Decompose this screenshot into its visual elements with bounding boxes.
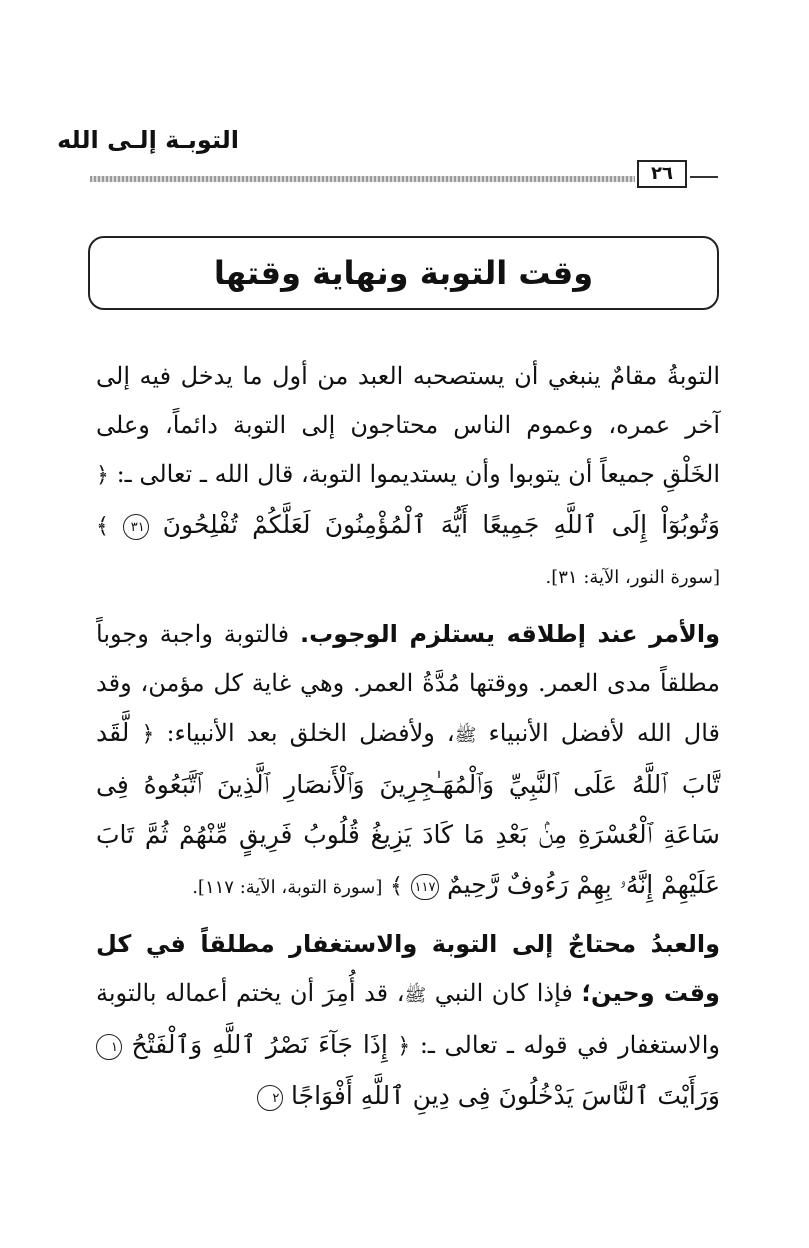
header-rule	[90, 176, 635, 182]
paragraph-2-lead: والأمر عند إطلاقه يستلزم الوجوب.	[299, 620, 721, 648]
paragraph-3-lead: والعبدُ محتاجٌ إلى التوبة والاستغفار مطلقاً في كل وقت وحين؛	[96, 930, 720, 1007]
paragraph-2	[96, 610, 720, 912]
verse-reference: [سورة النور، الآية: ٣١].	[545, 567, 720, 588]
ayah-number: ٣١	[123, 514, 149, 540]
verse-reference: [سورة التوبة، الآية: ١١٧].	[192, 877, 383, 898]
paragraph-2-text-b: ، ولأفضل الخلق بعد الأنبياء:	[166, 719, 455, 747]
chapter-title: وقت التوبة ونهاية وقتها	[213, 254, 594, 292]
ayah-number: ١١٧	[411, 874, 440, 900]
quran-close-bracket: ﴾	[389, 874, 403, 899]
header-rule-short	[690, 176, 718, 178]
quran-open-bracket: ﴿	[96, 463, 109, 488]
page-number-box: ٢٦	[637, 160, 687, 188]
header-book-title: التوبـة إلـى الله	[57, 126, 239, 154]
chapter-title-box	[88, 236, 719, 310]
quran-verse: إِذَا جَآءَ نَصْرُ ٱللَّهِ وَٱلْفَتْحُ	[131, 1030, 388, 1059]
pbuh-glyph: ﷺ	[454, 725, 477, 746]
quran-verse: لَّقَد تَّابَ ٱللَّهُ عَلَى ٱلنَّبِيِّ وَٱلْمُهَـٰجِرِينَ وَٱلْأَنصَارِ ٱلَّذِينَ ٱتَّبَعُوهُ فِى سَاعَةِ ٱلْعُسْرَةِ مِنۢ بَعْدِ مَا كَادَ يَزِيغُ قُلُوبُ فَرِيقٍ مِّنْهُمْ ثُمَّ تَابَ عَلَيْهِمْ إِنَّهُۥ بِهِمْ رَءُوفٌ رَّحِيمٌ	[96, 718, 720, 899]
quran-verse: وَتُوبُوٓاْ إِلَى ٱللَّهِ جَمِيعًا أَيُّهَ ٱلْمُؤْمِنُونَ لَعَلَّكُمْ تُفْلِحُونَ	[162, 510, 720, 539]
paragraph-3-text-b: ، قد أُمِرَ أن يختم أعماله بالتوبة والاستغفار في قوله ـ تعالى ـ:	[96, 979, 720, 1059]
quran-open-bracket: ﴿	[141, 722, 155, 747]
quran-open-bracket: ﴿	[397, 1034, 411, 1059]
ayah-number: ١	[96, 1034, 122, 1060]
pbuh-glyph: ﷺ	[404, 985, 427, 1006]
paragraph-3	[96, 920, 720, 1121]
ayah-number: ٢	[257, 1085, 283, 1111]
paragraph-1-text: التوبةُ مقامٌ ينبغي أن يستصحبه العبد من أول ما يدخل فيه إلى آخر عمره، وعموم الناس محتاجون إلى التوبة دائماً، وعلى الخَلْقِ جميعاً أن يتوبوا وأن يستديموا التوبة، قال الله ـ تعالى ـ:	[96, 362, 720, 488]
paragraph-3-text-a: فإذا كان النبي	[434, 979, 573, 1007]
quran-close-bracket: ﴾	[96, 514, 109, 539]
body-text	[96, 352, 720, 1129]
paragraph-1	[96, 352, 720, 602]
paragraph-2-text-a: فالتوبة واجبة وجوباً مطلقاً مدى العمر. ووقتها مُدَّةُ العمر. وهي غاية كل مؤمن، وقد قال الله لأفضل الأنبياء	[96, 620, 720, 747]
quran-verse: وَرَأَيْتَ ٱلنَّاسَ يَدْخُلُونَ فِى دِينِ ٱللَّهِ أَفْوَاجًا	[291, 1081, 720, 1110]
